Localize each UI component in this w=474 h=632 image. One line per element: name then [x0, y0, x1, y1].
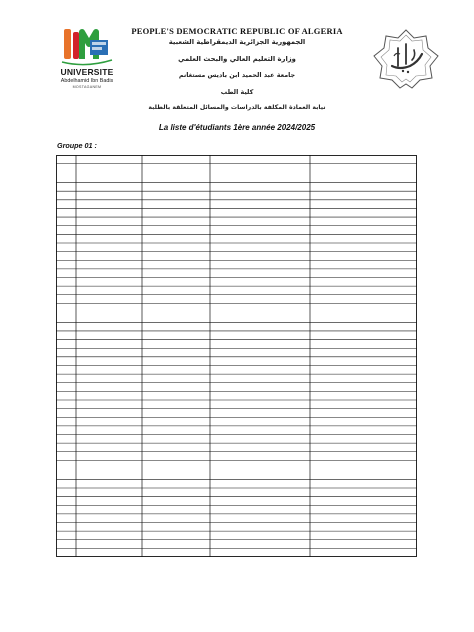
arabic-faculty: كلية الطب	[220, 88, 254, 96]
arabic-university: جامعة عبد الحميد ابن باديس مستغانم	[178, 71, 296, 79]
faculty-medicine-calligraphy-emblem-icon	[370, 26, 442, 92]
university-logo	[56, 26, 118, 90]
country-heading: PEOPLE'S DEMOCRATIC REPUBLIC OF ALGERIA	[131, 26, 343, 36]
list-title: La liste d'étudiants 1ère année 2024/2025	[158, 123, 316, 132]
student-table	[56, 155, 417, 557]
group-label: Groupe 01 :	[57, 141, 97, 150]
university-logo-city: MOSTAGANEM	[72, 85, 102, 89]
university-logo-mark	[56, 26, 118, 68]
arabic-vice-dean: نيابة العمادة المكلفة بالدراسات والمسائل المتعلقة بالطلبة	[148, 104, 326, 111]
arabic-ministry: وزارة التعليم العالي والبحث العلمي	[178, 55, 296, 63]
university-logo-name: Abdelhamid Ibn Badis	[60, 78, 114, 84]
arabic-republic: الجمهورية الجزائرية الديمقراطية الشعبية	[168, 38, 306, 46]
university-logo-univ: UNIVERSITE	[60, 67, 114, 77]
